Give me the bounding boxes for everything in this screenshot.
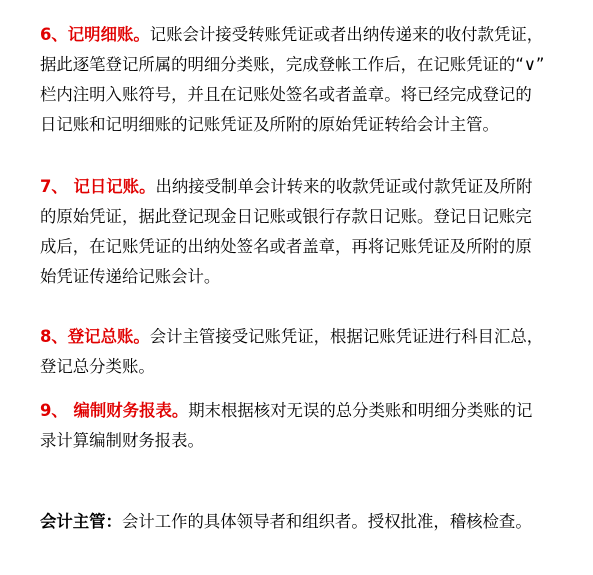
step-text: 记账会计接受转账凭证或者出纳传递来的收付款凭证， — [149, 25, 544, 44]
step-heading: 7、 记日记账。 — [40, 177, 156, 196]
note-paragraph — [40, 507, 560, 537]
step-heading: 9、 编制财务报表。 — [40, 401, 189, 420]
paragraph-step-6 — [40, 20, 560, 140]
paragraph-step-7 — [40, 172, 560, 292]
step-heading: 6、记明细账。 — [40, 25, 150, 44]
paragraph-line — [40, 172, 560, 202]
paragraph-line — [40, 396, 560, 426]
paragraph-line: 据此逐笔登记所属的明细分类账，完成登帐工作后，在记账凭证的“∨” — [40, 55, 545, 74]
step-text: 会计主管接受记账凭证，根据记账凭证进行科目汇总， — [149, 327, 544, 346]
note-text: 会计工作的具体领导者和组织者。授权批准，稽核检查。 — [121, 512, 532, 531]
paragraph-line — [40, 20, 560, 50]
paragraph-line: 栏内注明入账符号，并且在记账处签名或者盖章。将已经完成登记的 — [40, 85, 532, 104]
paragraph-line: 登记总分类账。 — [40, 357, 155, 376]
paragraph-step-8 — [40, 322, 560, 382]
step-text: 出纳接受制单会计转来的收款凭证或付款凭证及所附 — [155, 177, 533, 196]
step-heading: 8、登记总账。 — [40, 327, 150, 346]
paragraph-line — [40, 507, 560, 537]
note-heading: 会计主管： — [40, 512, 122, 531]
step-text: 期末根据核对无误的总分类账和明细分类账的记 — [188, 401, 533, 420]
paragraph-line: 的原始凭证，据此登记现金日记账或银行存款日记账。登记日记账完 — [40, 207, 532, 226]
paragraph-line: 成后，在记账凭证的出纳处签名或者盖章，再将记账凭证及所附的原 — [40, 237, 532, 256]
paragraph-line — [40, 322, 560, 352]
paragraph-step-9 — [40, 396, 560, 456]
paragraph-line: 日记账和记明细账的记账凭证及所附的原始凭证转给会计主管。 — [40, 115, 499, 134]
paragraph-line: 录计算编制财务报表。 — [40, 431, 204, 450]
paragraph-line: 始凭证传递给记账会计。 — [40, 267, 221, 286]
